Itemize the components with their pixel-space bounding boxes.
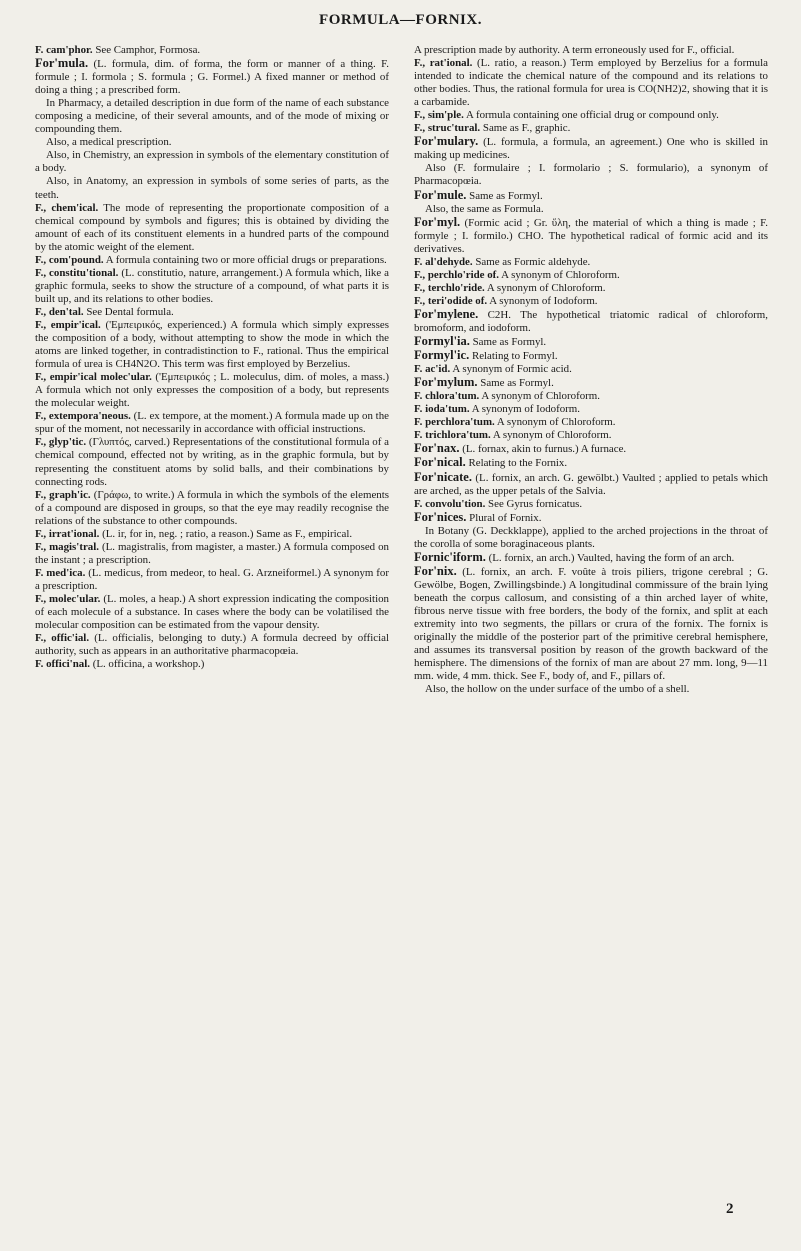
entry-definition: (L. fornax, akin to furnus.) A furnace. — [462, 443, 627, 456]
entry-headword: For'nicate. — [414, 469, 472, 484]
entry-definition: ('Εμπειρικός ; L. moleculus, dim. of moles, a mass.) A formula which not only expresses the composition of a body, but represents the molecular weight. — [35, 371, 390, 410]
entry-definition: See Dental formula. — [86, 305, 174, 318]
entry-continuation: A prescription made by authority. A term erroneously used for F., official. — [414, 44, 735, 56]
dictionary-entry — [35, 57, 389, 97]
entry-definition: A synonym of Iodoform. — [471, 403, 580, 416]
entry-definition: A synonym of Iodoform. — [489, 294, 598, 307]
dictionary-entry — [35, 528, 389, 541]
entry-headword: F. offici'nal. — [35, 658, 90, 671]
entry-headword: F., terchlo'ride. — [414, 281, 485, 294]
dictionary-entry — [414, 551, 768, 565]
dictionary-entry — [414, 565, 768, 683]
entry-headword: F., graph'ic. — [35, 488, 91, 501]
dictionary-entry — [35, 202, 389, 254]
entry-definition: (L. fornix, an arch. G. gewölbt.) Vaulted ; applied to petals which are arched, as the upper petals of the Salvia. — [414, 471, 768, 497]
entry-headword: Formyl'ic. — [414, 348, 470, 363]
dictionary-entry — [35, 567, 389, 593]
dictionary-entry — [35, 306, 389, 319]
entry-definition: A synonym of Chloroform. — [492, 429, 612, 442]
entry-paragraph: Also, the hollow on the under surface of the umbo of a shell. — [425, 683, 690, 696]
entry-headword: For'myl. — [414, 214, 461, 229]
right-column — [414, 44, 768, 696]
entry-definition: (L. formula, dim. of forma, the form or manner of a thing. F. formule ; I. formola ; S. formula ; G. Formel.) A fixed manner or method of doing a thing ; a prescribed form. — [35, 58, 389, 97]
entry-paragraph: In Pharmacy, a detailed description in due form of the name of each substance composing a medicine, of their several amounts, and of the mode of mixing or compounding them. — [35, 97, 389, 136]
dictionary-entry — [35, 436, 389, 488]
dictionary-entry — [35, 658, 389, 671]
entry-headword: For'nix. — [414, 563, 457, 578]
dictionary-entry — [35, 632, 389, 658]
dictionary-entry — [35, 319, 389, 371]
dictionary-entry — [35, 267, 389, 306]
entry-headword: For'mylene. — [414, 306, 479, 321]
dictionary-entry — [35, 489, 389, 528]
entry-headword: F., extempora'neous. — [35, 410, 131, 423]
dictionary-entry — [414, 471, 768, 498]
entry-definition: (L. moles, a heap.) A short expression indicating the composition of each molecule of a substance. In cases where the body can be volatilised the molecular composition can be estimated from the vapour density. — [35, 592, 389, 632]
entry-headword: F. ac'id. — [414, 363, 451, 376]
entry-definition: Relating to Formyl. — [471, 350, 558, 363]
dictionary-entry — [414, 216, 768, 256]
entry-headword: F. chlora'tum. — [414, 390, 480, 403]
entry-definition: (L. officina, a workshop.) — [92, 658, 205, 671]
entry-headword: Formyl'ia. — [414, 334, 470, 349]
entry-headword: For'nices. — [414, 509, 467, 524]
entry-headword: F., empir'ical molec'ular. — [35, 371, 152, 384]
entry-paragraph: Also, a medical prescription. — [46, 136, 172, 149]
dictionary-entry — [414, 109, 768, 122]
entry-paragraph: Also, in Anatomy, an expression in symbols of some series of parts, as the teeth. — [35, 175, 389, 201]
entry-definition: Same as Formyl. — [469, 189, 543, 202]
entry-definition: Same as Formyl. — [480, 377, 554, 390]
entry-definition: (L. fornix, an arch.) Vaulted, having the form of an arch. — [488, 551, 735, 564]
dictionary-entry — [414, 376, 768, 390]
entry-definition: (L. ir, for in, neg. ; ratio, a reason.) Same as F., empirical. — [102, 527, 353, 540]
entry-headword: F., sim'ple. — [414, 109, 464, 122]
entry-definition: Relating to the Fornix. — [468, 457, 568, 470]
entry-definition: The mode of representing the proportionate composition of a chemical compound by symbols and figures; this is obtained by dividing the amount of each of its constituent elements in a hundred parts of the compound by the atomic weight of the element. — [35, 201, 389, 253]
entry-definition: (L. constitutio, nature, arrangement.) A formula which, like a graphic formula, seeks to show the structure of a compound, of what parts it is built up, and its relations to other bodies. — [35, 266, 389, 305]
entry-headword: F., constitu'tional. — [35, 266, 119, 279]
entry-definition: A synonym of Formic acid. — [452, 363, 572, 376]
dictionary-entry — [414, 135, 768, 162]
entry-definition: A synonym of Chloroform. — [496, 416, 616, 429]
entry-headword: F. ioda'tum. — [414, 403, 470, 416]
entry-headword: F., com'pound. — [35, 253, 104, 266]
entry-headword: For'nax. — [414, 441, 460, 456]
dictionary-entry — [414, 269, 768, 282]
entry-definition: ('Εμπειρικός, experienced.) A formula which simply expresses the composition of a body, without attempting to show the mode in which the atoms are linked together, in contradistinction to F., rational. Thus the empirical formula of urea is CH4N2O. This term was first employed by Berzelius. — [35, 318, 389, 371]
entry-definition: A formula containing one official drug or compound only. — [465, 109, 719, 122]
entry-headword: F. al'dehyde. — [414, 255, 473, 268]
dictionary-entry — [414, 403, 768, 416]
dictionary-entry — [414, 456, 768, 470]
entry-headword: F., magis'tral. — [35, 540, 99, 553]
entry-headword: For'nical. — [414, 455, 466, 470]
dictionary-entry — [414, 416, 768, 429]
entry-headword: Fornic'iform. — [414, 549, 486, 564]
dictionary-entry — [414, 511, 768, 525]
entry-headword: F. trichlora'tum. — [414, 429, 491, 442]
page-number: 2 — [726, 1201, 734, 1217]
entry-definition: (L. ex tempore, at the moment.) A formula made up on the spur of the moment, not necessarily in accordance with official instructions. — [35, 410, 389, 436]
entry-headword: F., perchlo'ride of. — [414, 268, 500, 281]
dictionary-entry — [35, 541, 389, 567]
entry-definition: (Formic acid ; Gr. ὕλη, the material of which a thing is made ; F. formyle ; I. formilo.) CHO. The hypothetical radical of formic acid and its derivatives. — [414, 216, 768, 255]
dictionary-entry — [414, 308, 768, 335]
entry-headword: F., teri'odide of. — [414, 294, 488, 307]
entry-definition: A formula containing two or more official drugs or preparations. — [105, 253, 387, 266]
entry-headword: F. convolu'tion. — [414, 497, 486, 510]
dictionary-entry — [414, 429, 768, 442]
entry-headword: F., irrat'ional. — [35, 527, 100, 540]
entry-headword: F., glyp'tic. — [35, 436, 87, 449]
entry-definition: Same as Formyl. — [472, 336, 547, 349]
dictionary-entry — [35, 254, 389, 267]
entry-headword: F., offic'ial. — [35, 632, 90, 645]
dictionary-entry — [414, 256, 768, 269]
dictionary-entry — [414, 282, 768, 295]
entry-headword: For'mula. — [35, 56, 89, 71]
left-column — [35, 44, 389, 671]
entry-definition: A synonym of Chloroform. — [501, 268, 620, 281]
entry-headword: For'mylum. — [414, 375, 478, 390]
entry-definition: (L. fornix, an arch. F. voûte à trois piliers, trigone cerebral ; G. Gewölbe, Bogen, Zwillingsbinde.) A longitudinal commissure of the brain lying beneath the corpus callosum, and consisting of a thin arched layer of white, fibrous nerve tissue with free borders, the body of the fornix, and split at each extremity into two segments, the pillars or crura of the fornix. The fornix is originally the middle of the posterior part of the primitive cerebral hemisphere, and assumes its transversal position by reason of the growth backward of the hemisphere. The dimensions of the fornix of man are about 27 mm. long, 9—11 mm. wide, 4 mm. thick. See F., body of, and F., pillars of. — [414, 565, 768, 683]
entry-headword: For'mulary. — [414, 134, 479, 149]
entry-paragraph: Also (F. formulaire ; I. formolario ; S. formulario), a synonym of Pharmacopœia. — [414, 162, 768, 188]
entry-definition: (L. formula, a formula, an agreement.) One who is skilled in making up medicines. — [414, 136, 768, 162]
entry-paragraph: In Botany (G. Deckklappe), applied to the arched projections in the throat of the corolla of some boraginaceous plants. — [414, 524, 768, 550]
entry-definition: (L. ratio, a reason.) Term employed by Berzelius for a formula intended to indicate the chemical nature of the compound and its relations to other bodies. Thus, the rational formula for urea is CO(NH2)2, showing that it is a carbamide. — [414, 57, 768, 109]
entry-headword: F. perchlora'tum. — [414, 416, 495, 429]
dictionary-entry — [414, 442, 768, 456]
entry-definition: A synonym of Chloroform. — [486, 281, 606, 294]
entry-headword: F., empir'ical. — [35, 318, 101, 331]
entry-definition: (Γράφω, to write.) A formula in which the symbols of the elements of a compound are disposed in groups, so that the eye may readily recognise the relations of the substance to other compounds. — [35, 488, 389, 527]
dictionary-entry — [35, 410, 389, 436]
running-head: FORMULA—FORNIX. — [319, 12, 482, 28]
entry-headword: F., den'tal. — [35, 305, 84, 318]
entry-headword: F. cam'phor. — [35, 44, 93, 56]
entry-definition: Plural of Fornix. — [469, 511, 542, 524]
dictionary-entry — [414, 57, 768, 109]
entry-definition: (L. magistralis, from magister, a master.) A formula composed on the instant ; a prescription. — [35, 540, 389, 566]
entry-paragraph: Also, in Chemistry, an expression in symbols of the elementary constitution of a body. — [35, 149, 389, 175]
entry-headword: F., rat'ional. — [414, 57, 473, 70]
entry-definition: (Γλυπτός, carved.) Representations of the constitutional formula of a chemical compound, effected not by writing, as in the graphic formula, but by representing the constituent atoms by solid balls, and their combinations by connecting rods. — [35, 436, 389, 488]
entry-paragraph: Also, the same as Formula. — [425, 202, 544, 215]
entry-definition: C2H. The hypothetical triatomic radical of chloroform, bromoform, and iodoform. — [414, 308, 768, 334]
entry-definition: Same as Formic aldehyde. — [475, 255, 591, 268]
entry-headword: For'mule. — [414, 187, 467, 202]
entry-definition: Same as F., graphic. — [482, 122, 571, 135]
entry-definition: A synonym of Chloroform. — [481, 390, 600, 403]
entry-definition: (L. officialis, belonging to duty.) A formula decreed by official authority, such as appears in an authoritative pharmacopœia. — [35, 632, 389, 658]
entry-definition: (L. medicus, from medeor, to heal. G. Arzneiformel.) A synonym for a prescription. — [35, 566, 389, 592]
dictionary-entry — [414, 189, 768, 203]
dictionary-entry — [35, 371, 389, 410]
entry-headword: F., chem'ical. — [35, 201, 99, 214]
entry-definition: See Gyrus fornicatus. — [488, 497, 583, 510]
dictionary-entry — [414, 390, 768, 403]
entry-definition: See Camphor, Formosa. — [95, 44, 201, 56]
dictionary-entry — [414, 349, 768, 363]
dictionary-entry — [414, 498, 768, 511]
entry-headword: F. med'ica. — [35, 566, 86, 579]
dictionary-entry — [35, 593, 389, 632]
entry-headword: F., struc'tural. — [414, 122, 481, 135]
entry-headword: F., molec'ular. — [35, 592, 101, 605]
dictionary-entry — [414, 335, 768, 349]
